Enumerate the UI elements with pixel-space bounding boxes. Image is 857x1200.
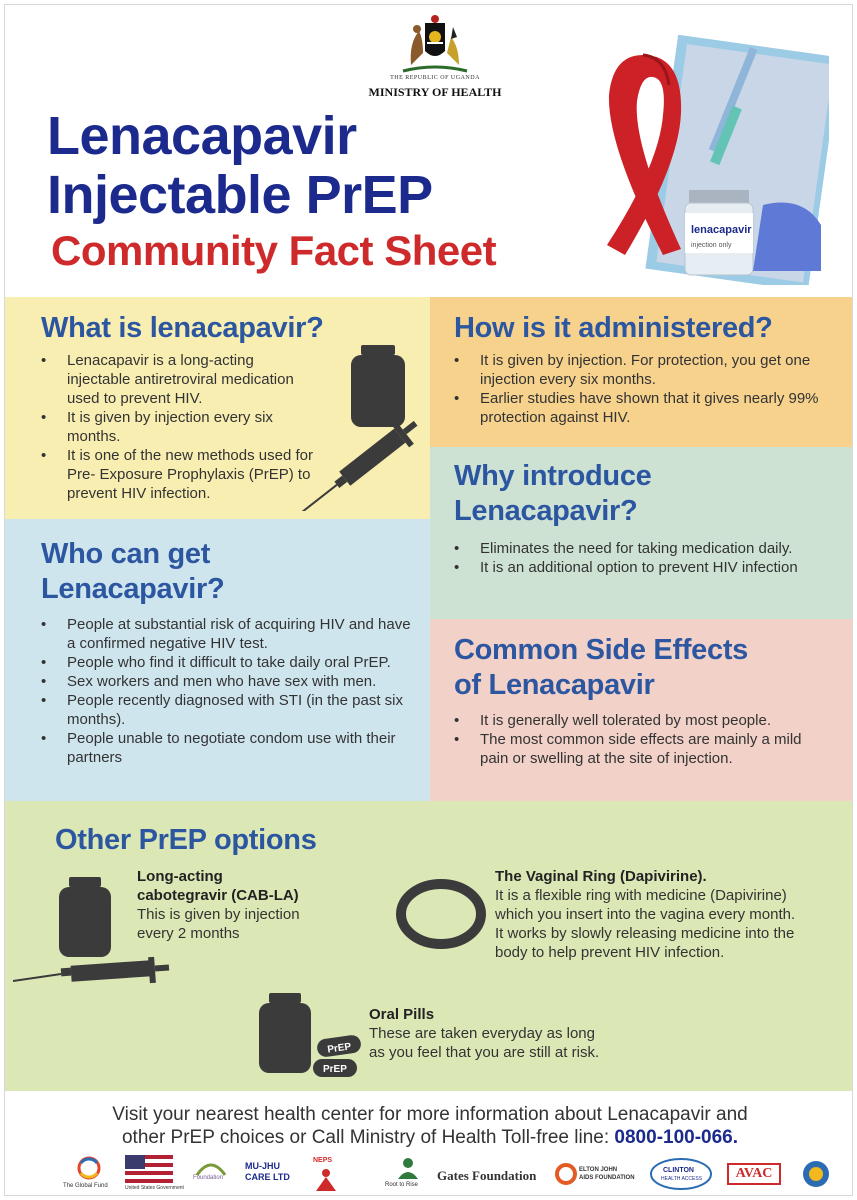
gates-foundation-logo: Gates Foundation — [437, 1168, 537, 1183]
vaginal-ring-icon — [393, 877, 489, 951]
republic-label: THE REPUBLIC OF UGANDA — [390, 75, 480, 81]
cab-la-block — [137, 867, 300, 943]
list-item: • People who find it difficult to take daily oral PrEP. — [41, 653, 411, 672]
list-item: • Lenacapavir is a long-acting injectable antiretroviral medication used to prevent HIV. — [41, 351, 321, 408]
root-to-rise-logo: Root to Rise — [385, 1155, 431, 1196]
list-item: • It is one of the new methods used for Pre- Exposure Prophylaxis (PrEP) to prevent HIV infection. — [41, 446, 321, 503]
how-bullets — [454, 351, 824, 427]
uganda-seal-icon — [801, 1159, 831, 1189]
us-flag-icon — [125, 1155, 173, 1183]
avac-logo: AVAC — [727, 1155, 785, 1196]
who-bullets — [41, 615, 411, 767]
what-is-panel — [5, 297, 430, 519]
pills-text-2: as you feel that you are still at risk. — [369, 1044, 600, 1061]
pills-title: Oral Pills — [369, 1006, 435, 1023]
oral-pills-block — [369, 1005, 599, 1062]
other-options-panel — [5, 801, 853, 1091]
pills-text-1: These are taken everyday as long — [369, 1025, 595, 1042]
vial-and-syringe-icon — [289, 341, 429, 511]
ring-text-3: It works by slowly releasing medicine into the — [495, 925, 795, 942]
footer-line1: Visit your nearest health center for more information about Lenacapavir and — [112, 1104, 748, 1125]
list-item: • Earlier studies have shown that it gives nearly 99% protection against HIV. — [454, 389, 824, 427]
ring-block — [495, 867, 795, 962]
us-government-logo: United States Government — [125, 1155, 177, 1196]
side-effects-panel — [430, 619, 853, 801]
other-heading: Other PrEP options — [55, 824, 317, 856]
partner-logos — [5, 1155, 853, 1196]
who-heading-line1: Who can get — [41, 538, 211, 570]
what-bullets — [41, 351, 321, 503]
elton-john-icon — [555, 1163, 577, 1185]
neps-logo: NEPS — [309, 1155, 345, 1196]
uganda-aids-commission-logo — [799, 1155, 835, 1196]
elton-john-foundation-logo: ELTON JOHN AIDS FOUNDATION — [555, 1155, 639, 1196]
list-item: • It is an additional option to prevent HIV infection — [454, 558, 824, 577]
page-title-line2: Injectable PrEP — [47, 165, 433, 225]
pill-label: PrEP — [326, 1041, 352, 1056]
list-item: • People at substantial risk of acquiring HIV and have a confirmed negative HIV test. — [41, 615, 411, 653]
neps-icon — [311, 1165, 341, 1195]
side-bullets — [454, 711, 824, 768]
root-to-rise-icon — [393, 1155, 423, 1181]
page-subtitle: Community Fact Sheet — [51, 227, 497, 274]
fact-sheet — [4, 4, 853, 1196]
vial-sublabel: injection only — [691, 242, 732, 249]
global-fund-icon — [59, 1155, 119, 1185]
global-fund-logo: The Global Fund — [59, 1155, 119, 1196]
how-heading: How is it administered? — [454, 312, 773, 344]
injection-vial-photo — [603, 35, 829, 285]
page-title-line1: Lenacapavir — [47, 106, 357, 166]
ring-text-1: It is a flexible ring with medicine (Dapivirine) — [495, 887, 787, 904]
why-introduce-panel — [430, 447, 853, 619]
list-item: • The most common side effects are mainly a mild pain or swelling at the site of injection. — [454, 730, 824, 768]
cab-la-title-2: cabotegravir (CAB-LA) — [137, 887, 299, 904]
pill-label: PrEP — [323, 1064, 347, 1075]
list-item: • Sex workers and men who have sex with men. — [41, 672, 411, 691]
list-item: • It is given by injection. For protection, you get one injection every six months. — [454, 351, 824, 389]
vial-label: lenacapavir — [691, 224, 752, 236]
oral-pills-icon — [255, 989, 365, 1079]
why-heading-line2: Lenacapavir? — [454, 495, 638, 527]
who-can-get-panel — [5, 519, 430, 801]
side-heading-line2: of Lenacapavir — [454, 669, 655, 701]
footer-call-to-action — [65, 1103, 795, 1149]
list-item: • Eliminates the need for taking medication daily. — [454, 539, 824, 558]
ring-title: The Vaginal Ring (Dapivirine). — [495, 868, 707, 885]
why-heading-line1: Why introduce — [454, 460, 652, 492]
footer-line2-text: other PrEP choices or Call Ministry of Health Toll-free line: — [121, 1127, 615, 1148]
ring-text-4: body to help prevent HIV infection. — [495, 944, 725, 961]
list-item: • People unable to negotiate condom use with their partners — [41, 729, 411, 767]
who-heading-line2: Lenacapavir? — [41, 573, 225, 605]
ring-text-2: which you insert into the vagina every month. — [495, 906, 796, 923]
mujhu-logo: MU-JHU CARE LTD — [245, 1161, 290, 1182]
why-bullets — [454, 539, 824, 577]
what-heading: What is lenacapavir? — [41, 312, 324, 344]
how-administered-panel — [430, 297, 853, 447]
cab-la-text-2: every 2 months — [137, 925, 240, 942]
cab-la-text-1: This is given by injection — [137, 906, 300, 923]
list-item: • It is generally well tolerated by most people. — [454, 711, 824, 730]
clinton-ring-icon — [649, 1157, 713, 1191]
list-item: • People recently diagnosed with STI (in the past six months). — [41, 691, 411, 729]
foundation-logo: Foundation — [191, 1155, 235, 1196]
uganda-coat-of-arms-icon — [395, 13, 475, 75]
toll-free-number: 0800-100-066. — [614, 1127, 739, 1148]
ministry-label: MINISTRY OF HEALTH — [368, 85, 502, 99]
footer-line2 — [65, 1126, 795, 1149]
side-heading-line1: Common Side Effects — [454, 634, 749, 666]
clinton-health-logo: CLINTON HEALTH ACCESS — [649, 1155, 715, 1196]
list-item: • It is given by injection every six months. — [41, 408, 321, 446]
cab-la-title-1: Long-acting — [137, 868, 223, 885]
